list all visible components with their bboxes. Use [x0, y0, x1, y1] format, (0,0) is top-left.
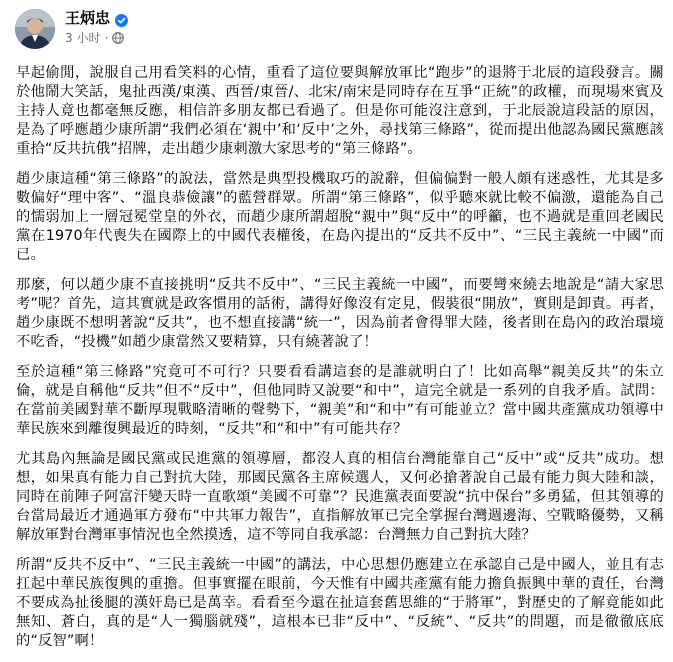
- post-body: [16, 64, 664, 662]
- post-paragraph: 早起偷閒，說服自己用看笑料的心情，重看了這位要與解放軍比“跑步”的退將于北辰的這段發言。關於他鬧大笑話，鬼扯西漢/東漢、西晉/東晉/、北宋/南宋是同時存在互爭“正統”的政權，而現場來賓及主持人竟也都毫無反應，相信許多朋友都已看過了。但是你可能沒注意到，于北辰說這段話的原因，是為了呼應趙少康所謂“我們必須在‘親中’和‘反中’之外，尋找第三條路”，從而提出他認為國民黨應該重拾“反共抗俄”招牌，走出趙少康刺激大家思考的“第三條路”。: [16, 65, 664, 157]
- post-paragraph: 趙少康這種“第三條路”的說法，當然是典型投機取巧的說辭，但偏偏對一般人頗有迷惑性，尤其是多數偏好“理中客”、“溫良恭儉讓”的藍營群眾。所謂“第三條路”，似乎聽來就比較不偏激，還能為自己的懦弱加上一層冠冕堂皇的外衣，而趙少康所謂超脫“親中”與“反中”的呼籲，也不過就是重回老國民黨在1970年代喪失在國際上的中國代表權後，在島內提出的“反共不反中”、“三民主義統一中國”而已。: [16, 171, 664, 263]
- avatar[interactable]: [15, 9, 55, 49]
- post-meta: [65, 30, 124, 46]
- post-timestamp[interactable]: 3 小时: [65, 31, 101, 45]
- post-paragraph: 至於這種“第三條路”究竟可不可行？只要看看講這套的是誰就明白了！比如高舉“親美反共”的朱立倫，就是自稱他“反共”但不“反中”，但他同時又說要“和中”，這完全就是一系列的自我矛盾。試問：在當前美國對華不斷厚現戰略清晰的聲勢下，“親美”和“和中”有可能並立？當中國共產黨成功領導中華民族來到離復興最近的時刻，“反共”和“和中”有可能共存？: [16, 364, 664, 437]
- post-paragraph: 尤其島內無論是國民黨或民進黨的領導層，都沒人真的相信台灣能靠自己“反中”或“反共”成功。想想，如果真有能力自己對抗大陸，那國民黨各主席候選人，又何必搶著說自己最有能力與大陸和談，同時在前陣子阿富汗變天時一直歌頌“美國不可靠”？民進黨表面要說“抗中保台”多勇猛，但其領導的台當局最近才通過軍方發布“中共軍力報告”，直指解放軍已完全掌握台灣週邊海、空戰略優勢，又稱解放軍對台灣軍事情況也全然摸透，這不等同自我承認：台灣無力自己對抗大陸？: [16, 451, 664, 543]
- author-name-row: [65, 8, 128, 28]
- meta-separator: ·: [104, 31, 109, 45]
- author-name[interactable]: 王炳忠: [65, 9, 111, 27]
- verified-badge-icon: [115, 12, 128, 25]
- post-paragraph: 那麼，何以趙少康不直接挑明“反共不反中”、“三民主義統一中國”，而要彎來繞去地說是“請大家思考”呢？首先，這其實就是政客慣用的話術，講得好像沒有定見，假裝很“開放”，實則是卸責。再者，趙少康既不想明著說“反共”，也不想直接講“統一”，因為前者會得罪大陸，後者則在島內的政治環境不吃香，“投機”如趙少康當然又要精算，只有繞著說了！: [16, 277, 664, 350]
- post-header: [0, 0, 673, 56]
- globe-icon[interactable]: [112, 32, 124, 44]
- avatar-photo: [15, 9, 55, 49]
- post-paragraph: 所謂“反共不反中”、“三民主義統一中國”的講法，中心思想仍應建立在承認自己是中國人，並且有志扛起中華民族復興的重擔。但事實擺在眼前，今天惟有中國共產黨有能力擔負振興中華的責任，台灣不要成為扯後腿的漢奸島已是萬幸。看看至今還在扯這套舊思維的“于將軍”，對歷史的了解竟能如此無知、蒼白，真的是“人一獨腦就殘”，這根本已非“反中”、“反統”、“反共”的問題，而是徹徹底底的“反智”啊！: [16, 557, 664, 649]
